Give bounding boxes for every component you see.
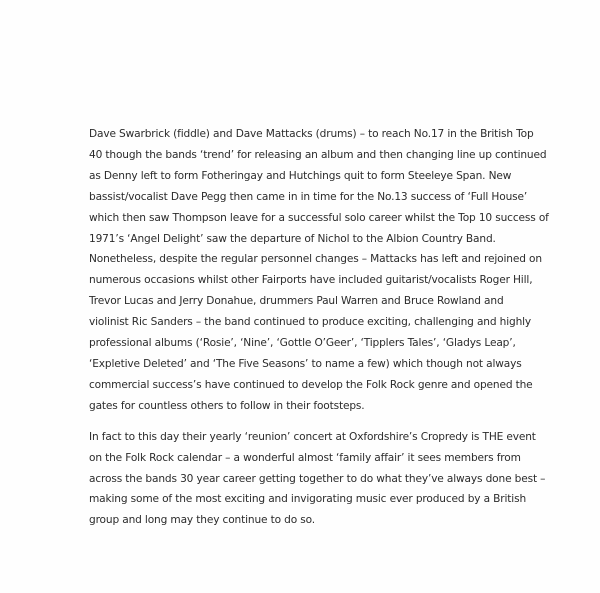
text-line: ‘Expletive Deleted’ and ‘The Five Seasons’ to name a few) which though not always (89, 357, 522, 370)
text-line: professional albums (‘Rosie’, ‘Nine’, ‘Gottle O’Geer’, ‘Tipplers Tales’, ‘Gladys Leap’, (89, 337, 516, 350)
text-line: Trevor Lucas and Jerry Donahue, drummers Paul Warren and Bruce Rowland and (89, 295, 504, 308)
text-line: violinist Ric Sanders – the band continued to produce exciting, challenging and highly (89, 316, 532, 329)
text-line: group and long may they continue to do so. (89, 514, 316, 527)
text-line: bassist/vocalist Dave Pegg then came in in time for the No.13 success of ‘Full House’ (89, 190, 528, 203)
text-line: on the Folk Rock calendar – a wonderful almost ‘family affair’ it sees members from (89, 451, 521, 464)
paragraph-1 (89, 124, 597, 417)
text-line: commercial success’s have continued to develop the Folk Rock genre and opened the (89, 378, 533, 391)
text-line: 40 though the bands ‘trend’ for releasing an album and then changing line up continued (89, 148, 547, 161)
text-line: across the bands 30 year career getting together to do what they’ve always done best – (89, 472, 546, 485)
text-line: which then saw Thompson leave for a successful solo career whilst the Top 10 success of (89, 211, 549, 224)
body-text (89, 124, 597, 531)
text-line: as Denny left to form Fotheringay and Hutchings quit to form Steeleye Span. New (89, 169, 512, 182)
text-line: Dave Swarbrick (fiddle) and Dave Mattacks (drums) – to reach No.17 in the British Top (89, 128, 534, 140)
text-line: gates for countless others to follow in their footsteps. (89, 399, 365, 412)
text-line: 1971’s ‘Angel Delight’ saw the departure of Nichol to the Albion Country Band. (89, 232, 496, 245)
text-line: In fact to this day their yearly ‘reunion’ concert at Oxfordshire’s Cropredy is THE event (89, 430, 536, 443)
paragraph-spacer (89, 417, 597, 427)
text-line: Nonetheless, despite the regular personnel changes – Mattacks has left and rejoined on (89, 253, 542, 266)
text-line: making some of the most exciting and invigorating music ever produced by a British (89, 493, 527, 506)
paragraph-2 (89, 427, 597, 532)
text-line: numerous occasions whilst other Fairports have included guitarist/vocalists Roger Hill, (89, 274, 533, 287)
